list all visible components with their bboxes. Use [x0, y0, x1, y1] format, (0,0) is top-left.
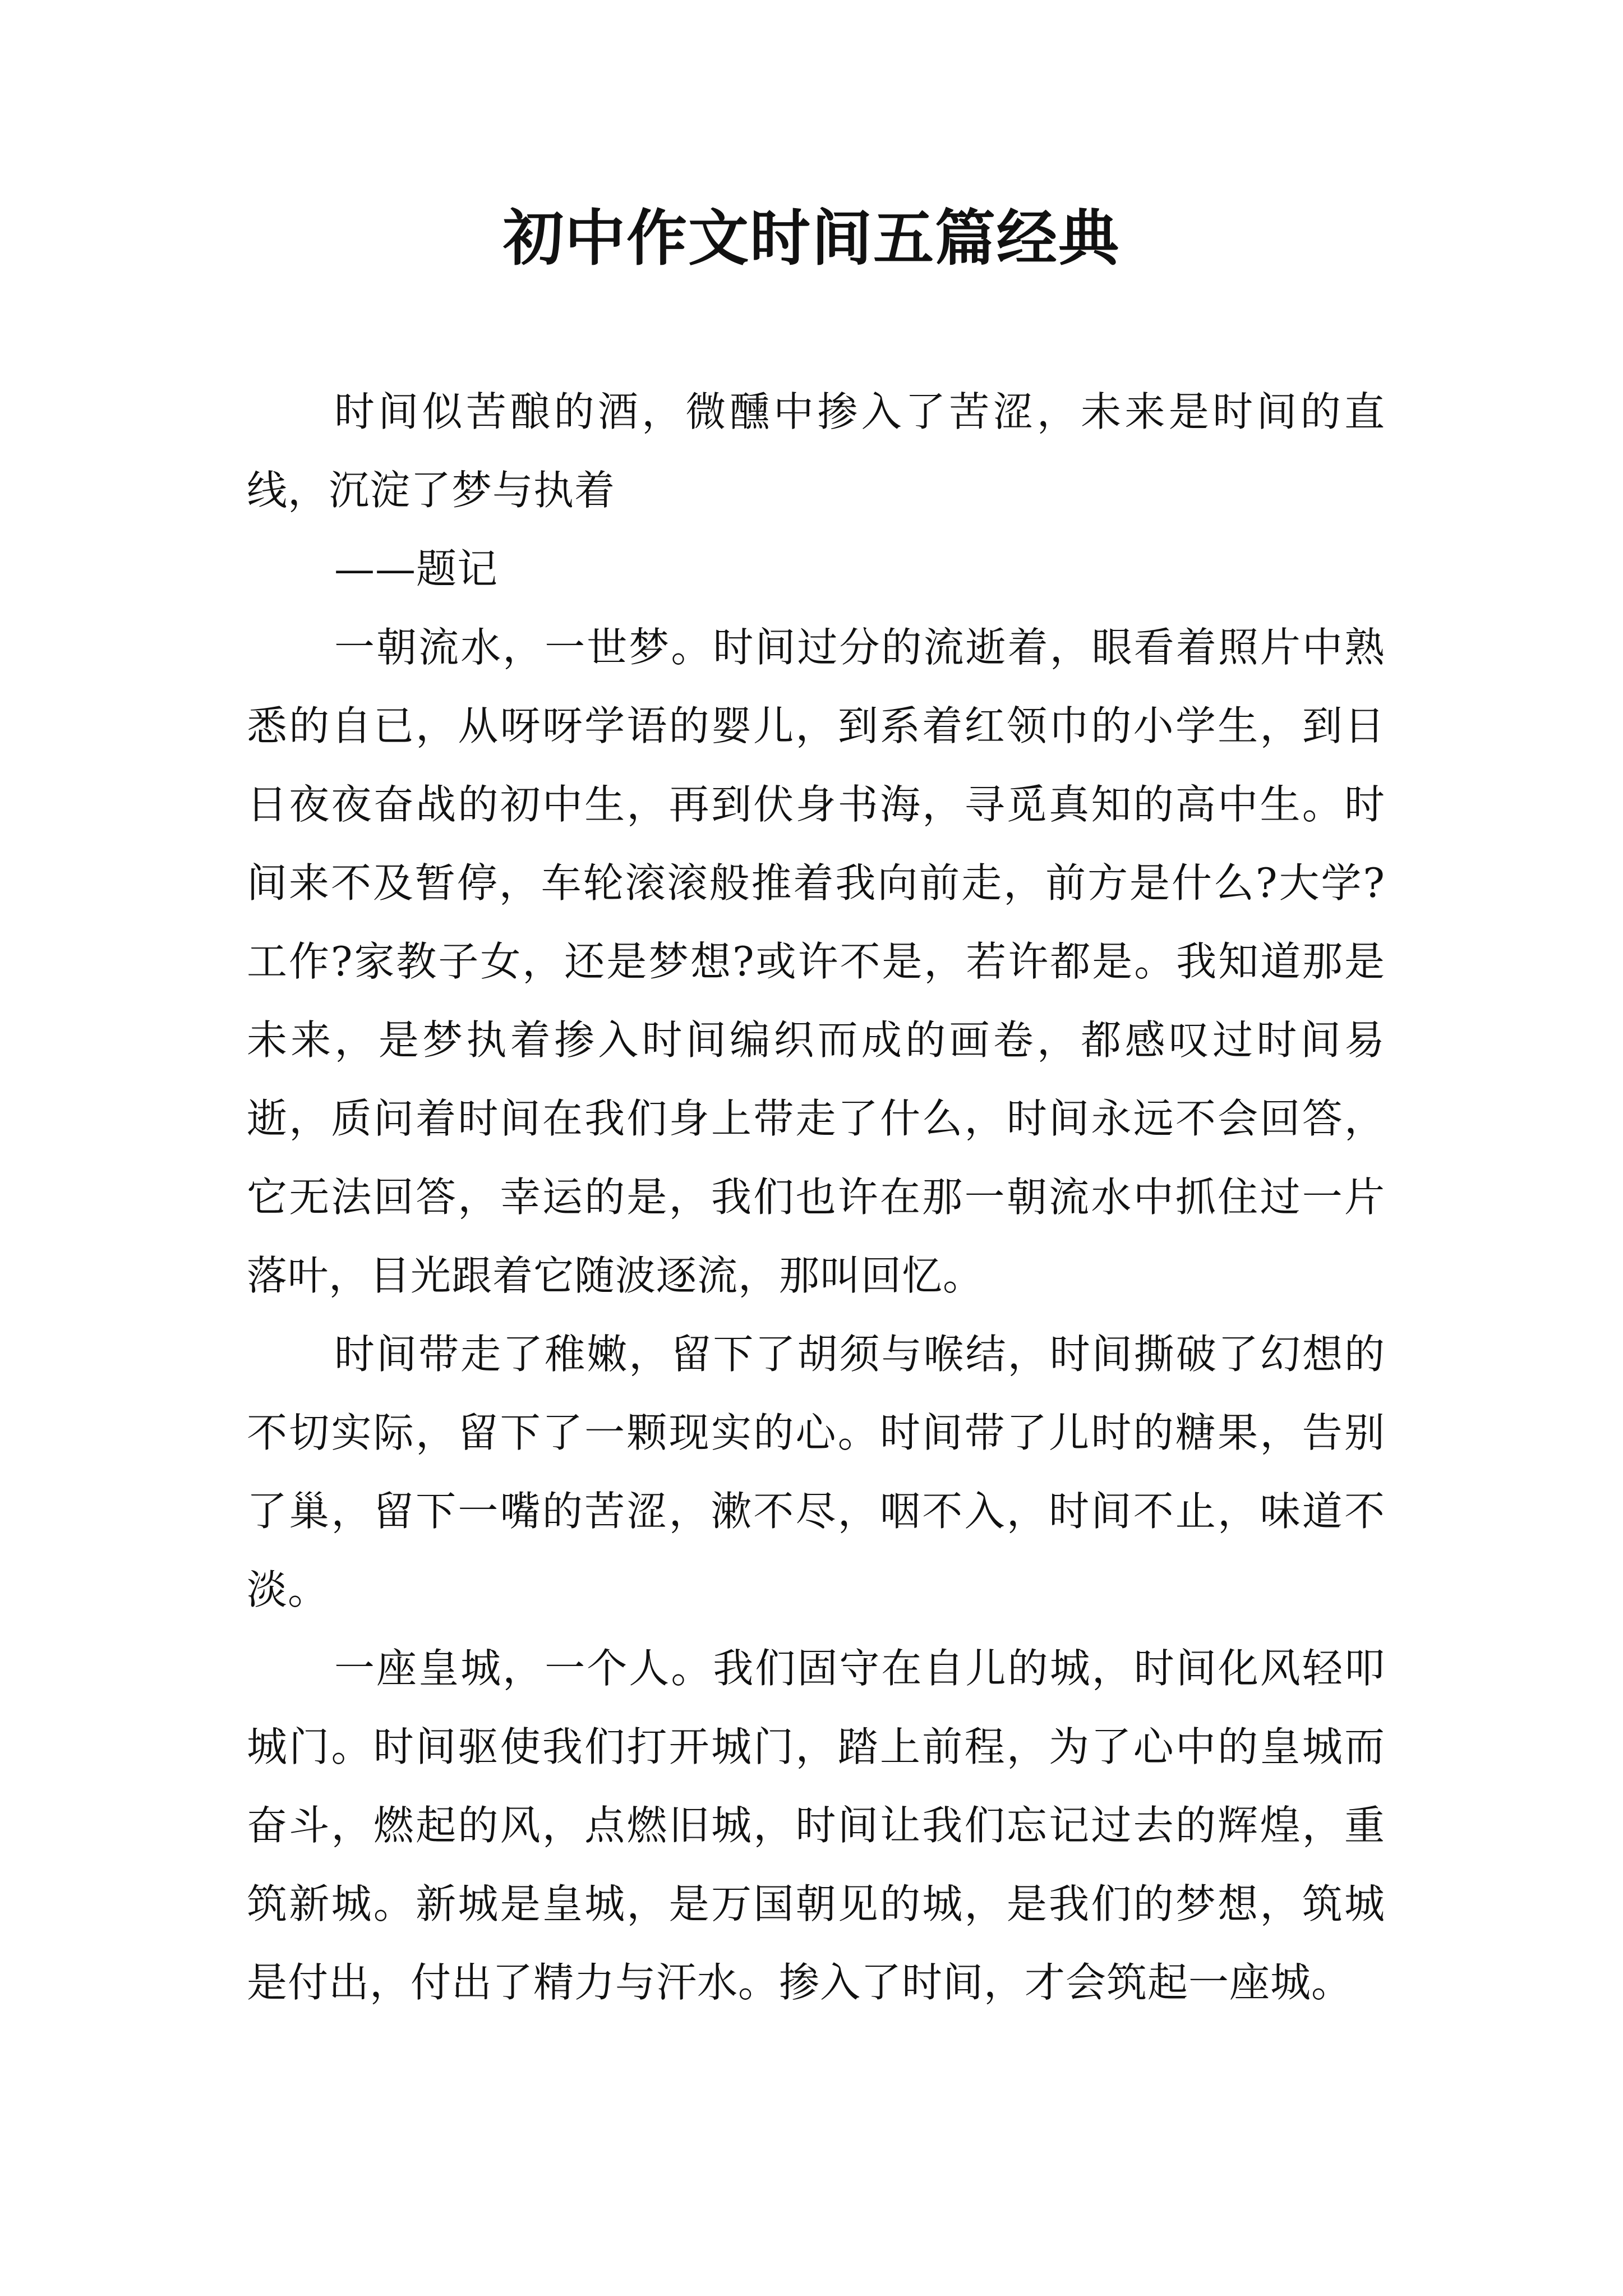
- epigraph-attribution: ——题记: [334, 545, 499, 592]
- body-paragraph: 时间带走了稚嫩，留下了胡须与喉结，时间撕破了幻想的不切实际，留下了一颗现实的心。时间带了儿时的糖果，告别了巢，留下一嘴的苦涩，漱不尽，咽不入，时间不止，味道不淡。: [247, 1331, 1385, 1613]
- document-title: 初中作文时间五篇经典: [502, 203, 1120, 274]
- body-paragraph: 一朝流水，一世梦。时间过分的流逝着，眼看着照片中熟悉的自已，从呀呀学语的婴儿，到系着红领巾的小学生，到日日夜夜奋战的初中生，再到伏身书海，寻觅真知的高中生。时间来不及暂停，车轮滚滚般推着我向前走，前方是什么?大学?工作?家教子女，还是梦想?或许不是，若许都是。我知道那是未来，是梦执着掺入时间编织而成的画卷，都感叹过时间易逝，质问着时间在我们身上带走了什么，时间永远不会回答，它无法回答，幸运的是，我们也许在那一朝流水中抓住过一片落叶，目光跟着它随波逐流，那叫回忆。: [247, 624, 1385, 1299]
- document-body: [247, 372, 1385, 2022]
- body-paragraph: 一座皇城，一个人。我们固守在自儿的城，时间化风轻叩城门。时间驱使我们打开城门，踏上前程，为了心中的皇城而奋斗，燃起的风，点燃旧城，时间让我们忘记过去的辉煌，重筑新城。新城是皇城，是万国朝见的城，是我们的梦想，筑城是付出，付出了精力与汗水。掺入了时间，才会筑起一座城。: [247, 1645, 1385, 2006]
- epigraph-paragraph: 时间似苦酿的酒，微醺中掺入了苦涩，未来是时间的直线，沉淀了梦与执着: [247, 388, 1385, 514]
